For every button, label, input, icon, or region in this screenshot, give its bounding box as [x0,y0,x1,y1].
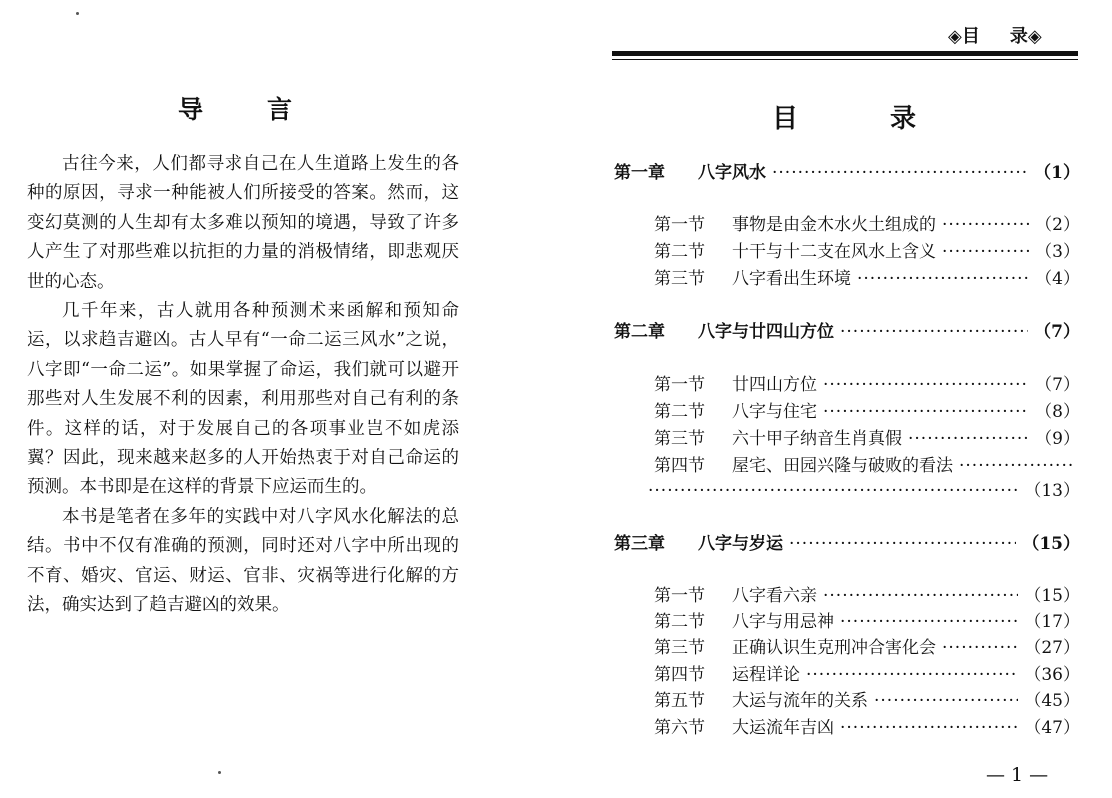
page-number: （7） [1035,375,1080,395]
page-number: （36） [1024,665,1080,685]
page-number: （8） [1035,402,1080,422]
toc-section [654,237,1080,262]
toc-section-continuation [648,476,1080,501]
toc-section [654,451,1080,476]
section-number: 第六节 [654,718,705,738]
page-number: （15） [1024,586,1080,606]
section-number: 第四节 [654,456,705,476]
preface-paragraph-2: 几千年来，古人就用各种预测术来函解和预知命运，以求趋吉避凶。古人早有“一命二运三风水”之说，八字即“一命二运”。如果掌握了命运，我们就可以避开那些对人生发展不利的因素，利用那些对自己有利的条件。这样的话，对于发展自己的各项事业岂不如虎添翼？因此，现来越来赵多的人开始热衷于对自己命运的预测。本书即是在这样的背景下应运而生的。 [27,301,459,498]
section-number: 第四节 [654,665,705,685]
section-number: 第五节 [654,691,705,711]
chapter-number: 第一章 [614,163,665,183]
leader-dots [908,429,1029,449]
section-title: 八字看六亲 [732,586,817,606]
page-number: （47） [1024,718,1080,738]
page-number: （17） [1024,612,1080,632]
scan-speck [76,12,79,15]
section-title: 十干与十二支在风水上含义 [732,242,936,262]
right-page [596,0,1096,798]
section-title: 八字看出生环境 [732,269,851,289]
folio: — 1 — [986,764,1049,786]
section-title: 屋宅、田园兴隆与破败的看法 [732,456,953,476]
toc-section [654,210,1080,235]
page-number: （13） [1024,481,1080,501]
chapter-title: 八字与岁运 [698,534,783,554]
leader-dots [942,215,1029,235]
leader-dots [772,163,1028,183]
ornament-icon: ◈ [1027,26,1042,47]
section-title: 正确认识生克刑冲合害化会 [732,638,936,658]
leader-dots [840,612,1018,632]
page-number: （3） [1035,242,1080,262]
header-rule [612,59,1078,60]
preface-paragraph-1: 古往今来，人们都寻求自己在人生道路上发生的各种的原因，寻求一种能被人们所接受的答案。然而，这变幻莫测的人生却有太多难以预知的境遇，导致了许多人产生了对那些难以抗拒的力量的消极情绪，即悲观厌世的心态。 [27,154,459,292]
page-number: （7） [1034,322,1080,342]
leader-dots [823,402,1029,422]
page-number: （27） [1024,638,1080,658]
toc-section [654,633,1080,658]
section-title: 运程详论 [732,665,800,685]
section-number: 第二节 [654,612,705,632]
page-number: （45） [1024,691,1080,711]
leader-dots [942,242,1029,262]
chapter-title: 八字与廿四山方位 [698,322,834,342]
section-title: 廿四山方位 [732,375,817,395]
page-number: （15） [1022,534,1080,554]
toc-chapter [614,529,1080,554]
section-title: 事物是由金木水火土组成的 [732,215,936,235]
scan-speck [218,771,221,774]
leader-dots [874,691,1018,711]
leader-dots [648,481,1018,501]
page-number: （2） [1035,215,1080,235]
leader-dots [857,269,1029,289]
section-number: 第三节 [654,269,705,289]
toc-section [654,581,1080,606]
section-number: 第二节 [654,402,705,422]
section-title: 八字与住宅 [732,402,817,422]
leader-dots [942,638,1018,658]
leader-dots [840,322,1028,342]
left-page [0,0,480,798]
chapter-number: 第三章 [614,534,665,554]
leader-dots [959,456,1074,476]
leader-dots [840,718,1018,738]
running-head [948,22,1042,48]
toc-section [654,686,1080,711]
toc-section [654,660,1080,685]
section-title: 六十甲子纳音生肖真假 [732,429,902,449]
header-rule [612,51,1078,56]
section-number: 第一节 [654,586,705,606]
section-title: 大运与流年的关系 [732,691,868,711]
toc-section [654,264,1080,289]
section-number: 第二节 [654,242,705,262]
page-number: （4） [1035,269,1080,289]
preface-body [27,150,459,621]
leader-dots [823,586,1018,606]
section-number: 第三节 [654,638,705,658]
page-number: （1） [1034,163,1080,183]
leader-dots [789,534,1016,554]
section-title: 八字与用忌神 [732,612,834,632]
chapter-title: 八字风水 [698,163,766,183]
running-head-label: 录 [1009,26,1028,47]
toc-section [654,713,1080,738]
preface-paragraph-3: 本书是笔者在多年的实践中对八字风水化解法的总结。书中不仅有准确的预测，同时还对八字中所出现的不育、婚灾、官运、财运、官非、灾祸等进行化解的方法，确实达到了趋吉避凶的效果。 [27,506,459,616]
toc-title: 目录 [772,104,1009,134]
section-number: 第一节 [654,215,705,235]
toc-section [654,607,1080,632]
running-head-label: 目 [961,26,1010,47]
toc-section [654,397,1080,422]
section-title: 大运流年吉凶 [732,718,834,738]
page-number: （9） [1035,429,1080,449]
leader-dots [806,665,1018,685]
toc-section [654,424,1080,449]
toc-chapter [614,158,1080,183]
section-number: 第一节 [654,375,705,395]
section-number: 第三节 [654,429,705,449]
ornament-icon: ◈ [948,26,962,47]
toc-section [654,370,1080,395]
leader-dots [823,375,1029,395]
chapter-number: 第二章 [614,322,665,342]
preface-title: 导言 [178,95,357,124]
toc-chapter [614,317,1080,342]
